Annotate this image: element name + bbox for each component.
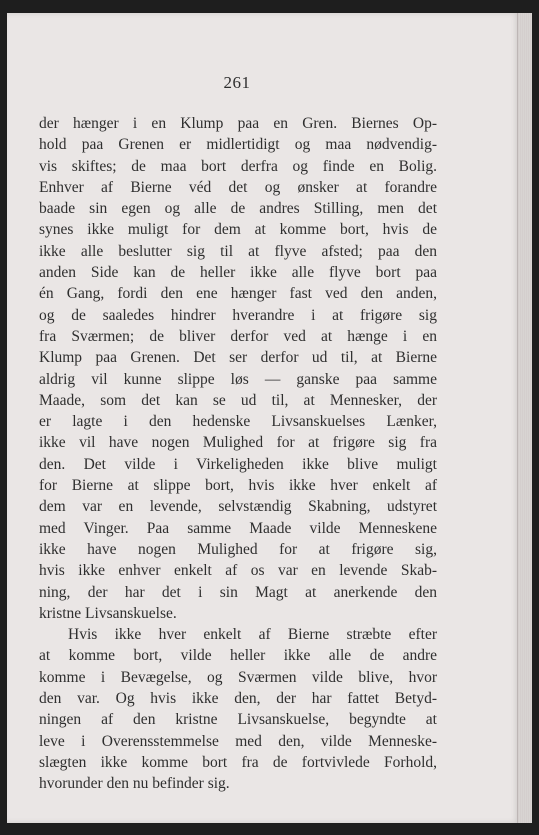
text-line: dem var en levende, selvstændig Skabning, udstyret bbox=[39, 498, 437, 516]
text-line: ikke have nogen Mulighed for at frigøre sig, bbox=[39, 540, 437, 558]
book-page bbox=[7, 13, 519, 823]
text-line: den var. Og hvis ikke den, der har fattet Betyd- bbox=[39, 690, 437, 708]
text-line: komme i Bevægelse, og Sværmen vilde blive, hvor bbox=[39, 668, 437, 686]
text-line: hold paa Grenen er midlertidigt og maa nødvendig- bbox=[39, 136, 437, 154]
text-line: der hænger i en Klump paa en Gren. Biernes Op- bbox=[39, 115, 437, 132]
text-line: vis skiftes; de maa bort derfra og finde en Bolig. bbox=[39, 157, 437, 175]
page-stack-edge bbox=[517, 13, 532, 823]
body-text bbox=[39, 113, 437, 795]
text-line: ning, der har det i sin Magt at anerkende den bbox=[39, 583, 437, 601]
text-line: én Gang, fordi den ene hænger fast ved den anden, bbox=[39, 285, 437, 303]
text-line: for Bierne at slippe bort, hvis ikke hver enkelt af bbox=[39, 477, 437, 495]
text-line: og de saaledes hindrer hverandre i at frigøre sig bbox=[39, 306, 437, 324]
text-line: Hvis ikke hver enkelt af Bierne stræbte efter bbox=[68, 626, 437, 644]
text-line: fra Sværmen; de bliver derfor ved at hænge i en bbox=[39, 327, 437, 345]
text-line: med Vinger. Paa samme Maade vilde Menneskene bbox=[39, 519, 437, 537]
text-line: synes ikke muligt for dem at komme bort, hvis de bbox=[39, 221, 437, 239]
text-line: hvorunder den nu befinder sig. bbox=[39, 775, 230, 793]
text-line: ikke vil have nogen Mulighed for at frigøre sig fra bbox=[39, 434, 437, 452]
text-line: ikke alle beslutter sig til at flyve afsted; paa den bbox=[39, 242, 437, 260]
page-number: 261 bbox=[223, 73, 251, 92]
text-line: aldrig vil kunne slippe løs — ganske paa samme bbox=[39, 370, 437, 388]
text-line: slægten ikke komme bort fra de fortvivlede Forhold, bbox=[39, 753, 437, 771]
text-line: Maade, som det kan se ud til, at Mennesker, der bbox=[39, 391, 437, 409]
text-line: den. Det vilde i Virkeligheden ikke blive muligt bbox=[39, 455, 437, 473]
text-line: ningen af den kristne Livsanskuelse, begyndte at bbox=[39, 711, 437, 729]
text-line: Klump paa Grenen. Det ser derfor ud til, at Bierne bbox=[39, 349, 437, 367]
text-line: baade sin egen og alle de andres Stilling, men det bbox=[39, 200, 437, 218]
text-line: kristne Livsanskuelse. bbox=[39, 604, 177, 622]
text-line: er lagte i den hedenske Livsanskuelses Lænker, bbox=[39, 413, 437, 431]
text-line: leve i Overensstemmelse med den, vilde Menneske- bbox=[39, 732, 437, 750]
text-line: anden Side kan de heller ikke alle flyve bort paa bbox=[39, 264, 437, 282]
text-line: at komme bort, vilde heller ikke alle de andre bbox=[39, 647, 437, 665]
text-line: Enhver af Bierne véd det og ønsker at forandre bbox=[39, 178, 437, 196]
text-line: hvis ikke enhver enkelt af os var en levende Skab- bbox=[39, 562, 437, 580]
